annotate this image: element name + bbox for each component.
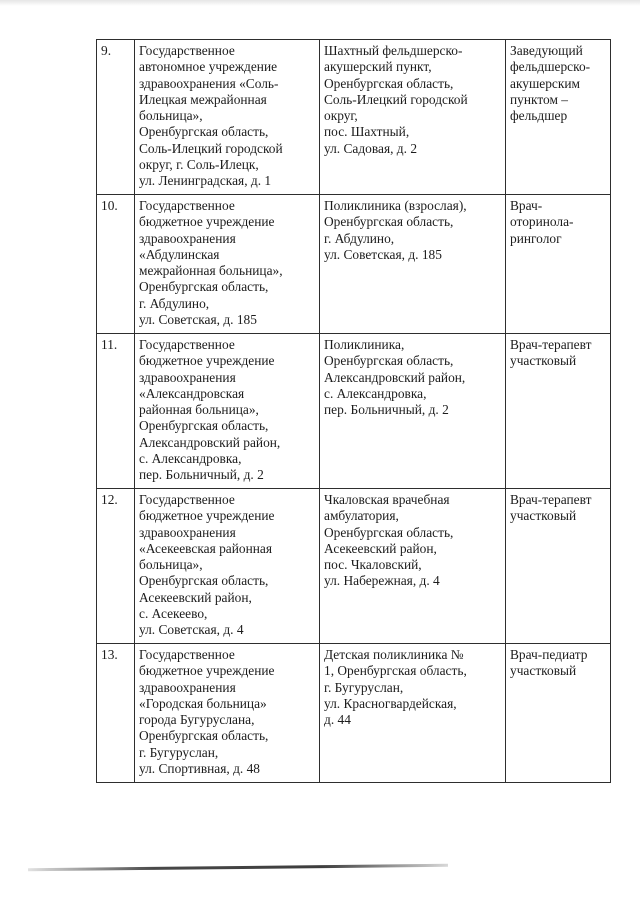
workplace-cell: Шахтный фельдшерско- акушерский пункт, Оренбургская область, Соль-Илецкий городской округ, пос. Шахтный, ул. Садовая, д. 2 bbox=[320, 40, 506, 195]
row-number: 13. bbox=[97, 644, 135, 783]
organization-cell: Государственное бюджетное учреждение здравоохранения «Абдулинская межрайонная больница», Оренбургская область, г. Абдулино, ул. Советская, д. 185 bbox=[135, 195, 320, 334]
table-row bbox=[97, 644, 611, 783]
workplace-cell: Детская поликлиника № 1, Оренбургская область, г. Бугуруслан, ул. Красногвардейская, д. 44 bbox=[320, 644, 506, 783]
position-cell: Врач-терапевт участковый bbox=[506, 489, 611, 644]
row-number: 9. bbox=[97, 40, 135, 195]
vacancy-table bbox=[96, 39, 611, 783]
position-cell: Заведующий фельдшерско- акушерским пунктом – фельдшер bbox=[506, 40, 611, 195]
position-cell: Врач-педиатр участковый bbox=[506, 644, 611, 783]
scan-bottom-line bbox=[28, 864, 448, 871]
row-number: 10. bbox=[97, 195, 135, 334]
position-cell: Врач-терапевт участковый bbox=[506, 334, 611, 489]
row-number: 11. bbox=[97, 334, 135, 489]
workplace-cell: Чкаловская врачебная амбулатория, Оренбургская область, Асекеевский район, пос. Чкаловский, ул. Набережная, д. 4 bbox=[320, 489, 506, 644]
table-row bbox=[97, 334, 611, 489]
organization-cell: Государственное автономное учреждение здравоохранения «Соль- Илецкая межрайонная больница», Оренбургская область, Соль-Илецкий городской округ, г. Соль-Илецк, ул. Ленинградская, д. 1 bbox=[135, 40, 320, 195]
table-row bbox=[97, 195, 611, 334]
position-cell: Врач- оторинола- ринголог bbox=[506, 195, 611, 334]
row-number: 12. bbox=[97, 489, 135, 644]
workplace-cell: Поликлиника, Оренбургская область, Александровский район, с. Александровка, пер. Больничный, д. 2 bbox=[320, 334, 506, 489]
organization-cell: Государственное бюджетное учреждение здравоохранения «Александровская районная больница», Оренбургская область, Александровский район, с. Александровка, пер. Больничный, д. 2 bbox=[135, 334, 320, 489]
table-row bbox=[97, 40, 611, 195]
scan-edge-shadow bbox=[0, 0, 640, 6]
table-row bbox=[97, 489, 611, 644]
workplace-cell: Поликлиника (взрослая), Оренбургская область, г. Абдулино, ул. Советская, д. 185 bbox=[320, 195, 506, 334]
organization-cell: Государственное бюджетное учреждение здравоохранения «Городская больница» города Бугуруслана, Оренбургская область, г. Бугуруслан, ул. Спортивная, д. 48 bbox=[135, 644, 320, 783]
organization-cell: Государственное бюджетное учреждение здравоохранения «Асекеевская районная больница», Оренбургская область, Асекеевский район, с. Асекеево, ул. Советская, д. 4 bbox=[135, 489, 320, 644]
